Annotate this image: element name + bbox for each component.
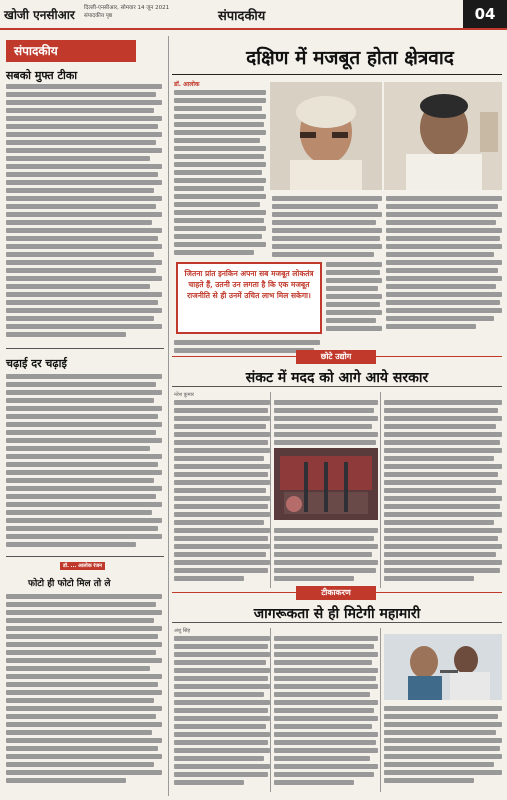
page-number: 04 [463,0,507,28]
section-label-vaccination: टीकाकरण [296,586,376,600]
masthead [0,0,507,30]
newspaper-logo: खोजी एनसीआर [4,8,75,22]
date-line [84,4,234,20]
page-label: संपादकीय पृष्ठ [84,13,113,19]
vaccination-author: अंशु सिंह [174,628,191,634]
industry-author: नरेश कुमार [174,392,194,398]
factory-photo [274,448,378,520]
editorial-heading: सबको मुफ्त टीका [6,69,78,82]
box-heading: फोटो ही फोटो मिल तो ले [28,579,111,589]
vaccination-headline: जागरूकता से ही मिटेगी महामारी [253,606,421,622]
leader-photo-2 [384,82,502,190]
industry-headline: संकट में मदद को आगे आये सरकार [245,370,429,386]
main-headline: दक्षिण में मजबूत होता क्षेत्रवाद [246,47,454,69]
article-author-tag: डॉ. ... आलोक रंजन [60,562,105,570]
editorial-tag: संपादकीय [6,40,136,62]
date-text: दिल्ली-एनसीआर, सोमवार 14 जून 2021 [84,5,170,11]
pull-quote: जितना प्रांत इनकिन अपना सब मजबूत लोकतंत्र चाहते हैं, उतनी उन लगता है कि एक मजबूत राजनीति से ही उनमें उचित लाभ मिल सकेगा। [176,262,322,334]
vaccination-photo [384,634,502,700]
section-title: संपादकीय [218,9,266,24]
section-label-industry: छोटे उद्योग [296,350,376,364]
main-author: डॉ. आलोक [174,81,200,88]
leader-photo-1 [270,82,382,190]
second-editorial-heading: चढ़ाई दर चढ़ाई [6,357,67,370]
